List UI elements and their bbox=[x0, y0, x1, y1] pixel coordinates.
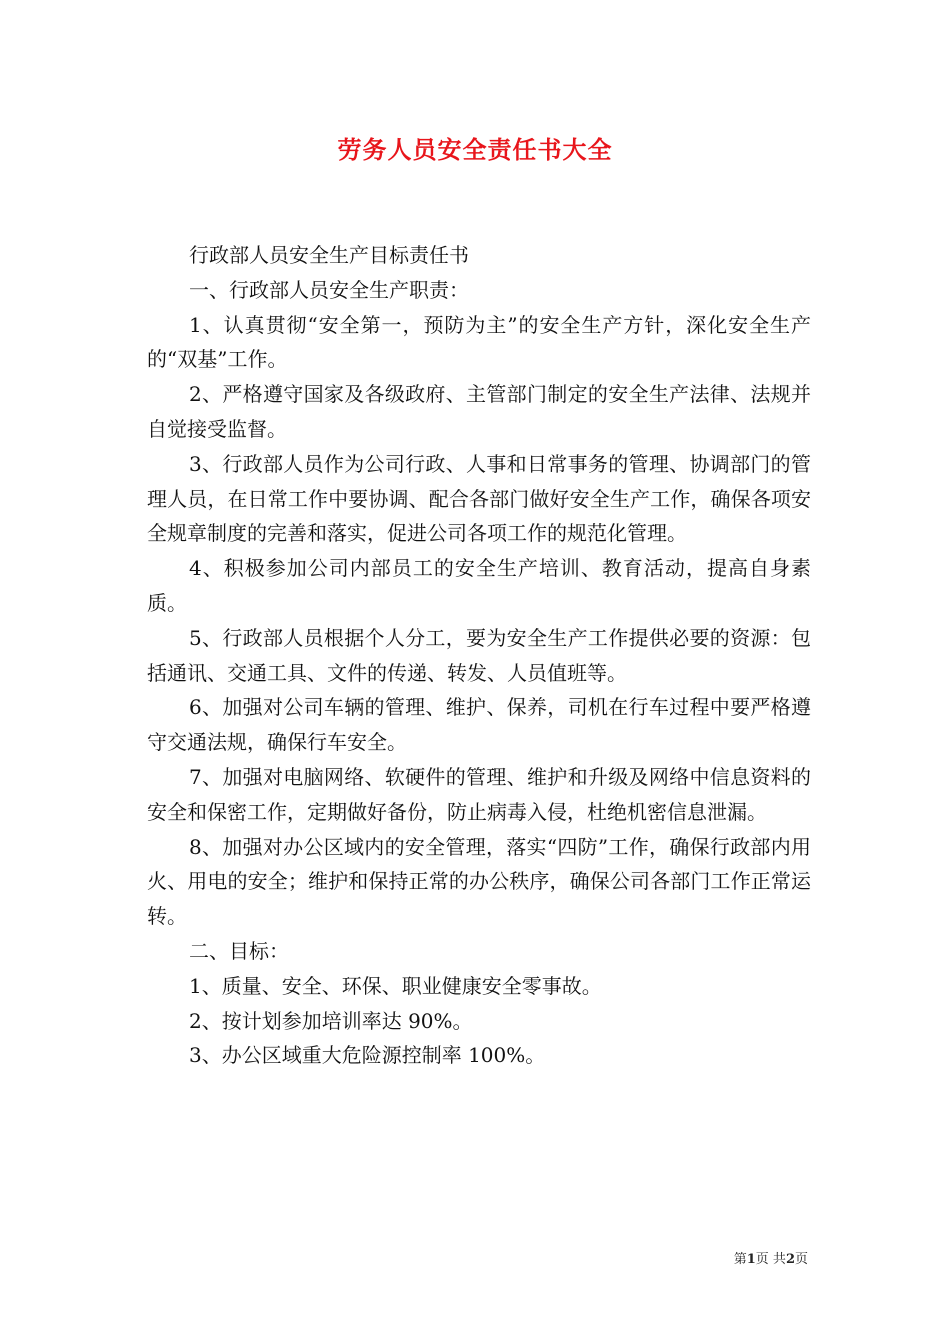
paragraph-duty-1: 1、认真贯彻“安全第一，预防为主”的安全生产方针，深化安全生产的“双基”工作。 bbox=[147, 312, 811, 372]
paragraph-duty-6: 6、加强对公司车辆的管理、维护、保养，司机在行车过程中要严格遵守交通法规，确保行车安全。 bbox=[147, 695, 811, 755]
paragraph-duty-5: 5、行政部人员根据个人分工，要为安全生产工作提供必要的资源：包括通讯、交通工具、文件的传递、转发、人员值班等。 bbox=[147, 625, 811, 685]
footer-middle: 页 共 bbox=[755, 1252, 786, 1267]
footer-total-pages: 2 bbox=[785, 1252, 795, 1267]
paragraph-goal-2: 2、按计划参加培训率达 90%。 bbox=[189, 1008, 473, 1033]
paragraph-heading: 行政部人员安全生产目标责任书 bbox=[189, 243, 469, 267]
document-title: 劳务人员安全责任书大全 bbox=[337, 135, 613, 164]
paragraph-duty-8: 8、加强对办公区域内的安全管理，落实“四防”工作，确保行政部内用火、用电的安全；维护和保持正常的办公秩序，确保公司各部门工作正常运转。 bbox=[147, 834, 811, 929]
paragraph-duty-2: 2、严格遵守国家及各级政府、主管部门制定的安全生产法律、法规并自觉接受监督。 bbox=[147, 382, 811, 441]
section-heading-duties: 一、行政部人员安全生产职责： bbox=[189, 277, 469, 302]
page-footer bbox=[734, 1251, 808, 1269]
paragraph-duty-4: 4、积极参加公司内部员工的安全生产培训、教育活动，提高自身素质。 bbox=[147, 556, 811, 615]
paragraph-duty-7: 7、加强对电脑网络、软硬件的管理、维护和升级及网络中信息资料的安全和保密工作，定期做好备份，防止病毒入侵，杜绝机密信息泄漏。 bbox=[147, 764, 811, 824]
section-heading-goals: 二、目标： bbox=[189, 938, 289, 963]
paragraph-goal-1: 1、质量、安全、环保、职业健康安全零事故。 bbox=[189, 973, 602, 998]
footer-prefix: 第 bbox=[733, 1252, 747, 1267]
document-body bbox=[147, 238, 811, 1073]
footer-current-page: 1 bbox=[746, 1252, 756, 1267]
paragraph-goal-3: 3、办公区域重大危险源控制率 100%。 bbox=[189, 1043, 546, 1068]
paragraph-duty-3: 3、行政部人员作为公司行政、人事和日常事务的管理、协调部门的管理人员，在日常工作中要协调、配合各部门做好安全生产工作，确保各项安全规章制度的完善和落实，促进公司各项工作的规范化管理。 bbox=[147, 451, 811, 546]
footer-suffix: 页 bbox=[794, 1252, 808, 1267]
